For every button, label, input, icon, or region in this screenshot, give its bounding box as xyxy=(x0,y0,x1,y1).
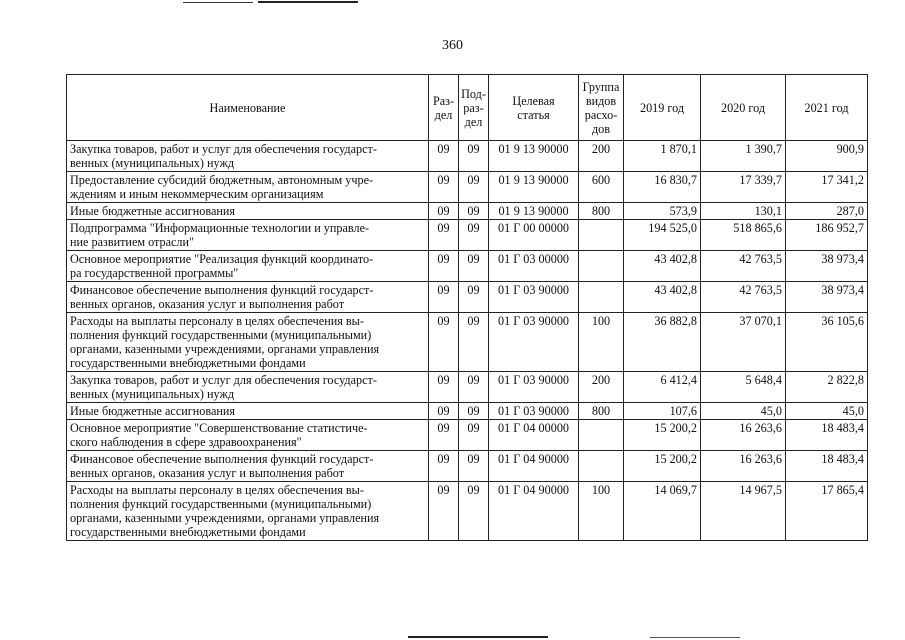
budget-table-container xyxy=(66,74,868,541)
cell-2020: 42 763,5 xyxy=(701,251,786,282)
cell-2019: 6 412,4 xyxy=(624,372,701,403)
cell-target: 01 Г 04 00000 xyxy=(489,420,579,451)
col-header-group xyxy=(579,75,624,141)
cell-2020: 1 390,7 xyxy=(701,141,786,172)
table-row xyxy=(67,403,868,420)
cell-section: 09 xyxy=(429,403,459,420)
cell-2019: 1 870,1 xyxy=(624,141,701,172)
table-row xyxy=(67,251,868,282)
cell-subsection: 09 xyxy=(459,172,489,203)
cell-2021: 186 952,7 xyxy=(786,220,868,251)
col-header-group-label: Группа видов расхо- дов xyxy=(582,79,620,136)
cell-target: 01 Г 04 90000 xyxy=(489,451,579,482)
table-row xyxy=(67,451,868,482)
cell-section: 09 xyxy=(429,141,459,172)
cell-group xyxy=(579,251,624,282)
cell-2019: 36 882,8 xyxy=(624,313,701,372)
col-header-2021-label: 2021 год xyxy=(804,100,849,115)
cell-target: 01 Г 03 90000 xyxy=(489,313,579,372)
col-header-2020-label: 2020 год xyxy=(720,100,766,115)
cell-section: 09 xyxy=(429,220,459,251)
cell-2019: 43 402,8 xyxy=(624,251,701,282)
cell-2020: 130,1 xyxy=(701,203,786,220)
cell-subsection: 09 xyxy=(459,372,489,403)
cell-group: 800 xyxy=(579,403,624,420)
table-row xyxy=(67,372,868,403)
cell-target: 01 Г 04 90000 xyxy=(489,482,579,541)
cell-2020: 37 070,1 xyxy=(701,313,786,372)
cell-2021: 36 105,6 xyxy=(786,313,868,372)
col-header-2021 xyxy=(786,75,868,141)
col-header-name-label: Наименование xyxy=(209,100,286,115)
cell-section: 09 xyxy=(429,172,459,203)
table-row xyxy=(67,220,868,251)
cell-section: 09 xyxy=(429,420,459,451)
cell-name: Иные бюджетные ассигнования xyxy=(67,403,429,420)
table-row xyxy=(67,313,868,372)
top-rule xyxy=(183,2,253,3)
cell-2020: 5 648,4 xyxy=(701,372,786,403)
col-header-2019 xyxy=(624,75,701,141)
header-row xyxy=(67,75,868,141)
table-row xyxy=(67,482,868,541)
table-row xyxy=(67,203,868,220)
cell-group: 100 xyxy=(579,482,624,541)
cell-group xyxy=(579,282,624,313)
cell-group: 800 xyxy=(579,203,624,220)
cell-name: Иные бюджетные ассигнования xyxy=(67,203,429,220)
cell-2020: 14 967,5 xyxy=(701,482,786,541)
cell-subsection: 09 xyxy=(459,482,489,541)
table-row xyxy=(67,141,868,172)
cell-2019: 573,9 xyxy=(624,203,701,220)
cell-2021: 38 973,4 xyxy=(786,251,868,282)
cell-2019: 15 200,2 xyxy=(624,451,701,482)
cell-target: 01 Г 03 00000 xyxy=(489,251,579,282)
cell-2021: 18 483,4 xyxy=(786,451,868,482)
cell-target: 01 Г 03 90000 xyxy=(489,372,579,403)
cell-name: Предоставление субсидий бюджетным, автономным учре- ждениям и иным некоммерческим организациям xyxy=(67,172,429,203)
cell-2020: 17 339,7 xyxy=(701,172,786,203)
top-rule xyxy=(258,1,358,3)
cell-2021: 287,0 xyxy=(786,203,868,220)
cell-subsection: 09 xyxy=(459,251,489,282)
cell-2021: 900,9 xyxy=(786,141,868,172)
cell-group: 200 xyxy=(579,372,624,403)
col-header-subsection-label: Под- раз- дел xyxy=(461,86,486,129)
cell-section: 09 xyxy=(429,451,459,482)
cell-2019: 107,6 xyxy=(624,403,701,420)
cell-2019: 14 069,7 xyxy=(624,482,701,541)
cell-name: Расходы на выплаты персоналу в целях обеспечения вы- полнения функций государственными (муниципальными) органами, казенными учреждениями, органами управления государственными внебюджетными фондами xyxy=(67,482,429,541)
cell-subsection: 09 xyxy=(459,403,489,420)
cell-target: 01 9 13 90000 xyxy=(489,141,579,172)
cell-section: 09 xyxy=(429,482,459,541)
cell-2021: 2 822,8 xyxy=(786,372,868,403)
cell-section: 09 xyxy=(429,203,459,220)
cell-subsection: 09 xyxy=(459,451,489,482)
page-number: 360 xyxy=(442,38,463,53)
cell-group xyxy=(579,220,624,251)
cell-name: Финансовое обеспечение выполнения функций государст- венных органов, оказания услуг и выполнения работ xyxy=(67,282,429,313)
cell-section: 09 xyxy=(429,282,459,313)
cell-2021: 38 973,4 xyxy=(786,282,868,313)
cell-name: Расходы на выплаты персоналу в целях обеспечения вы- полнения функций государственными (муниципальными) органами, казенными учреждениями, органами управления государственными внебюджетными фондами xyxy=(67,313,429,372)
col-header-name xyxy=(67,75,429,141)
cell-target: 01 9 13 90000 xyxy=(489,172,579,203)
col-header-2020 xyxy=(701,75,786,141)
col-header-target-label: Целевая статья xyxy=(512,93,555,122)
cell-name: Подпрограмма "Информационные технологии и управле- ние развитием отрасли" xyxy=(67,220,429,251)
cell-subsection: 09 xyxy=(459,220,489,251)
cell-subsection: 09 xyxy=(459,141,489,172)
bottom-rule xyxy=(650,637,740,638)
cell-2020: 42 763,5 xyxy=(701,282,786,313)
cell-subsection: 09 xyxy=(459,313,489,372)
cell-2020: 518 865,6 xyxy=(701,220,786,251)
cell-name: Закупка товаров, работ и услуг для обеспечения государст- венных (муниципальных) нужд xyxy=(67,141,429,172)
table-row xyxy=(67,420,868,451)
cell-subsection: 09 xyxy=(459,203,489,220)
cell-name: Основное мероприятие "Реализация функций координато- ра государственной программы" xyxy=(67,251,429,282)
cell-section: 09 xyxy=(429,372,459,403)
cell-2020: 45,0 xyxy=(701,403,786,420)
cell-2021: 17 341,2 xyxy=(786,172,868,203)
cell-section: 09 xyxy=(429,313,459,372)
col-header-section xyxy=(429,75,459,141)
cell-2021: 18 483,4 xyxy=(786,420,868,451)
cell-2019: 43 402,8 xyxy=(624,282,701,313)
table-row xyxy=(67,282,868,313)
budget-table xyxy=(66,74,868,541)
cell-target: 01 Г 00 00000 xyxy=(489,220,579,251)
cell-subsection: 09 xyxy=(459,420,489,451)
col-header-2019-label: 2019 год xyxy=(639,100,685,115)
cell-group: 200 xyxy=(579,141,624,172)
table-row xyxy=(67,172,868,203)
cell-target: 01 Г 03 90000 xyxy=(489,282,579,313)
bottom-rule xyxy=(408,636,548,638)
cell-2019: 15 200,2 xyxy=(624,420,701,451)
cell-2019: 194 525,0 xyxy=(624,220,701,251)
cell-target: 01 9 13 90000 xyxy=(489,203,579,220)
cell-group: 600 xyxy=(579,172,624,203)
col-header-subsection xyxy=(459,75,489,141)
cell-target: 01 Г 03 90000 xyxy=(489,403,579,420)
cell-section: 09 xyxy=(429,251,459,282)
col-header-section-label: Раз- дел xyxy=(432,93,455,122)
cell-group: 100 xyxy=(579,313,624,372)
cell-2019: 16 830,7 xyxy=(624,172,701,203)
cell-name: Основное мероприятие "Совершенствование статистиче- ского наблюдения в сфере здравоохранения" xyxy=(67,420,429,451)
cell-subsection: 09 xyxy=(459,282,489,313)
cell-name: Закупка товаров, работ и услуг для обеспечения государст- венных (муниципальных) нужд xyxy=(67,372,429,403)
cell-2021: 45,0 xyxy=(786,403,868,420)
cell-2020: 16 263,6 xyxy=(701,451,786,482)
cell-2021: 17 865,4 xyxy=(786,482,868,541)
cell-group xyxy=(579,420,624,451)
col-header-target xyxy=(489,75,579,141)
cell-2020: 16 263,6 xyxy=(701,420,786,451)
cell-name: Финансовое обеспечение выполнения функций государст- венных органов, оказания услуг и выполнения работ xyxy=(67,451,429,482)
cell-group xyxy=(579,451,624,482)
